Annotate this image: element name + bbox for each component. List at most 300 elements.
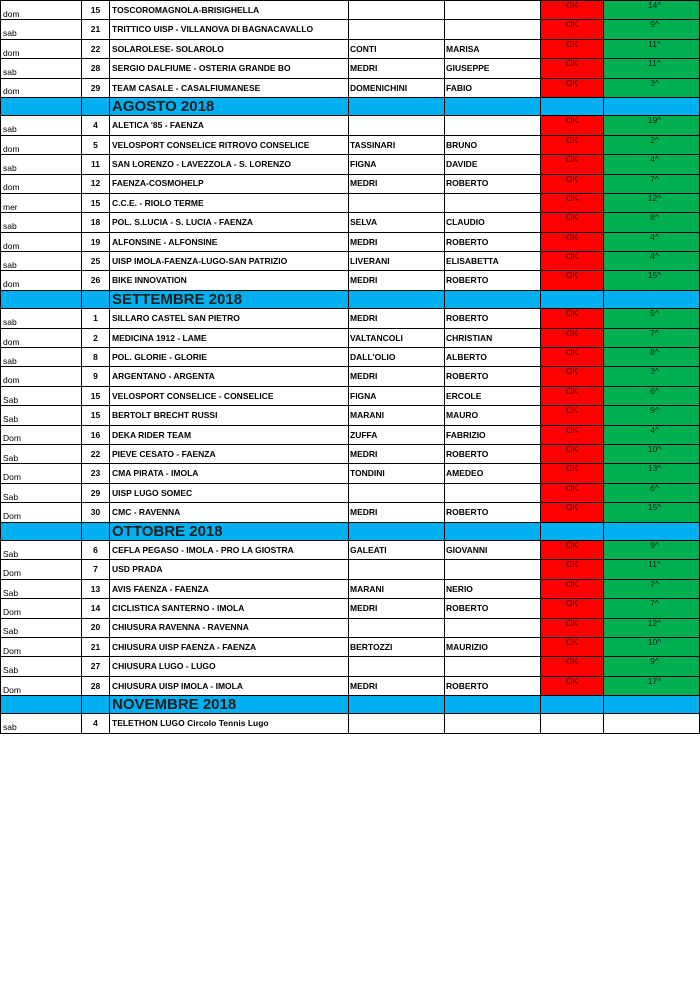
month-spacer-cell: [604, 97, 700, 115]
day-cell: sab: [1, 116, 82, 135]
name-cell: ROBERTO: [445, 599, 541, 618]
day-cell: mer: [1, 193, 82, 212]
surname-cell: [349, 116, 445, 135]
event-cell: UISP LUGO SOMEC: [110, 483, 349, 502]
status-cell: OK: [541, 213, 604, 232]
name-cell: MAURIZIO: [445, 637, 541, 656]
table-row: [1, 78, 700, 97]
status-cell: OK: [541, 309, 604, 328]
surname-cell: TASSINARI: [349, 135, 445, 154]
table-row: [1, 348, 700, 367]
surname-cell: MEDRI: [349, 599, 445, 618]
name-cell: [445, 116, 541, 135]
event-cell: ARGENTANO - ARGENTA: [110, 367, 349, 386]
table-row: [1, 618, 700, 637]
name-cell: MARISA: [445, 39, 541, 58]
surname-cell: TONDINI: [349, 464, 445, 483]
surname-cell: [349, 20, 445, 39]
date-cell: 18: [82, 213, 110, 232]
table-row: [1, 232, 700, 251]
table-row: [1, 1, 700, 20]
month-spacer-cell: [349, 522, 445, 540]
date-cell: 20: [82, 618, 110, 637]
event-cell: USD PRADA: [110, 560, 349, 579]
table-row: [1, 483, 700, 502]
day-cell: sab: [1, 252, 82, 271]
date-cell: 25: [82, 252, 110, 271]
status-cell: OK: [541, 540, 604, 559]
name-cell: NERIO: [445, 579, 541, 598]
status-cell: OK: [541, 676, 604, 695]
event-cell: CMA PIRATA - IMOLA: [110, 464, 349, 483]
event-cell: BIKE INNOVATION: [110, 271, 349, 290]
position-cell: 8^: [604, 213, 700, 232]
surname-cell: MEDRI: [349, 271, 445, 290]
status-cell: OK: [541, 618, 604, 637]
date-cell: 7: [82, 560, 110, 579]
month-spacer-cell: [604, 696, 700, 714]
event-cell: VELOSPORT CONSELICE - CONSELICE: [110, 386, 349, 405]
status-cell: OK: [541, 78, 604, 97]
date-cell: 13: [82, 579, 110, 598]
name-cell: [445, 1, 541, 20]
event-cell: CHIUSURA UISP IMOLA - IMOLA: [110, 676, 349, 695]
event-cell: BERTOLT BRECHT RUSSI: [110, 406, 349, 425]
date-cell: 4: [82, 714, 110, 733]
events-table-body: [1, 1, 700, 734]
status-cell: OK: [541, 386, 604, 405]
table-row: [1, 155, 700, 174]
table-row: [1, 252, 700, 271]
table-row: [1, 657, 700, 676]
name-cell: MAURO: [445, 406, 541, 425]
name-cell: AMEDEO: [445, 464, 541, 483]
position-cell: 6^: [604, 386, 700, 405]
date-cell: 26: [82, 271, 110, 290]
surname-cell: MEDRI: [349, 174, 445, 193]
name-cell: GIUSEPPE: [445, 59, 541, 78]
name-cell: BRUNO: [445, 135, 541, 154]
day-cell: sab: [1, 59, 82, 78]
table-row: [1, 213, 700, 232]
surname-cell: MEDRI: [349, 503, 445, 522]
date-cell: 29: [82, 78, 110, 97]
table-row: [1, 59, 700, 78]
name-cell: ROBERTO: [445, 271, 541, 290]
surname-cell: MEDRI: [349, 676, 445, 695]
event-cell: CMC - RAVENNA: [110, 503, 349, 522]
table-row: [1, 464, 700, 483]
name-cell: FABRIZIO: [445, 425, 541, 444]
table-row: [1, 560, 700, 579]
day-cell: Sab: [1, 657, 82, 676]
status-cell: OK: [541, 155, 604, 174]
position-cell: 7^: [604, 579, 700, 598]
month-spacer-cell: [445, 696, 541, 714]
position-cell: 3^: [604, 367, 700, 386]
event-cell: TEAM CASALE - CASALFIUMANESE: [110, 78, 349, 97]
date-cell: 8: [82, 348, 110, 367]
position-cell: 6^: [604, 483, 700, 502]
date-cell: 11: [82, 155, 110, 174]
position-cell: 10^: [604, 637, 700, 656]
position-cell: 7^: [604, 174, 700, 193]
month-spacer-cell: [541, 97, 604, 115]
event-cell: FAENZA-COSMOHELP: [110, 174, 349, 193]
day-cell: Dom: [1, 425, 82, 444]
status-cell: OK: [541, 444, 604, 463]
day-cell: Dom: [1, 637, 82, 656]
month-title: NOVEMBRE 2018: [110, 696, 349, 714]
day-cell: sab: [1, 213, 82, 232]
status-cell: OK: [541, 39, 604, 58]
event-cell: ALFONSINE - ALFONSINE: [110, 232, 349, 251]
name-cell: ROBERTO: [445, 232, 541, 251]
event-cell: SERGIO DALFIUME - OSTERIA GRANDE BO: [110, 59, 349, 78]
status-cell: OK: [541, 406, 604, 425]
month-spacer-cell: [82, 290, 110, 308]
table-row: [1, 676, 700, 695]
table-row: [1, 714, 700, 733]
surname-cell: BERTOZZI: [349, 637, 445, 656]
date-cell: 15: [82, 386, 110, 405]
month-spacer-cell: [349, 290, 445, 308]
name-cell: [445, 560, 541, 579]
name-cell: ELISABETTA: [445, 252, 541, 271]
day-cell: sab: [1, 714, 82, 733]
status-cell: OK: [541, 232, 604, 251]
surname-cell: [349, 560, 445, 579]
status-cell: OK: [541, 560, 604, 579]
position-cell: 4^: [604, 252, 700, 271]
name-cell: ROBERTO: [445, 676, 541, 695]
name-cell: [445, 657, 541, 676]
day-cell: dom: [1, 271, 82, 290]
surname-cell: [349, 193, 445, 212]
date-cell: 15: [82, 406, 110, 425]
table-row: [1, 174, 700, 193]
position-cell: 11^: [604, 560, 700, 579]
event-cell: CHIUSURA RAVENNA - RAVENNA: [110, 618, 349, 637]
status-cell: OK: [541, 637, 604, 656]
day-cell: Sab: [1, 618, 82, 637]
surname-cell: LIVERANI: [349, 252, 445, 271]
day-cell: Sab: [1, 579, 82, 598]
surname-cell: [349, 714, 445, 733]
day-cell: Sab: [1, 483, 82, 502]
table-row: [1, 367, 700, 386]
date-cell: 28: [82, 676, 110, 695]
month-spacer-cell: [82, 522, 110, 540]
date-cell: 5: [82, 135, 110, 154]
day-cell: dom: [1, 39, 82, 58]
date-cell: 28: [82, 59, 110, 78]
day-cell: dom: [1, 1, 82, 20]
position-cell: 3^: [604, 78, 700, 97]
status-cell: OK: [541, 464, 604, 483]
date-cell: 6: [82, 540, 110, 559]
name-cell: [445, 618, 541, 637]
month-spacer-cell: [604, 522, 700, 540]
status-cell: OK: [541, 20, 604, 39]
status-cell: OK: [541, 425, 604, 444]
date-cell: 21: [82, 20, 110, 39]
table-row: [1, 503, 700, 522]
position-cell: 4^: [604, 425, 700, 444]
month-spacer-cell: [445, 522, 541, 540]
name-cell: FABIO: [445, 78, 541, 97]
day-cell: sab: [1, 348, 82, 367]
date-cell: 14: [82, 599, 110, 618]
date-cell: 16: [82, 425, 110, 444]
date-cell: 27: [82, 657, 110, 676]
position-cell: 12^: [604, 193, 700, 212]
event-cell: TRITTICO UISP - VILLANOVA DI BAGNACAVALLO: [110, 20, 349, 39]
position-cell: 4^: [604, 232, 700, 251]
date-cell: 22: [82, 444, 110, 463]
event-cell: DEKA RIDER TEAM: [110, 425, 349, 444]
status-cell: OK: [541, 116, 604, 135]
position-cell: 12^: [604, 618, 700, 637]
status-cell: OK: [541, 59, 604, 78]
surname-cell: MARANI: [349, 579, 445, 598]
status-cell: OK: [541, 135, 604, 154]
date-cell: 29: [82, 483, 110, 502]
surname-cell: CONTI: [349, 39, 445, 58]
month-header-row: [1, 522, 700, 540]
date-cell: 21: [82, 637, 110, 656]
table-row: [1, 193, 700, 212]
day-cell: Sab: [1, 406, 82, 425]
position-cell: 10^: [604, 444, 700, 463]
day-cell: sab: [1, 309, 82, 328]
status-cell: OK: [541, 367, 604, 386]
table-row: [1, 39, 700, 58]
month-spacer-cell: [541, 522, 604, 540]
month-spacer-cell: [82, 97, 110, 115]
position-cell: [604, 714, 700, 733]
date-cell: 15: [82, 1, 110, 20]
date-cell: 2: [82, 328, 110, 347]
event-cell: VELOSPORT CONSELICE RITROVO CONSELICE: [110, 135, 349, 154]
surname-cell: MEDRI: [349, 309, 445, 328]
table-row: [1, 637, 700, 656]
event-cell: TOSCOROMAGNOLA-BRISIGHELLA: [110, 1, 349, 20]
position-cell: 7^: [604, 599, 700, 618]
date-cell: 15: [82, 193, 110, 212]
date-cell: 9: [82, 367, 110, 386]
date-cell: 23: [82, 464, 110, 483]
day-cell: dom: [1, 367, 82, 386]
event-cell: SOLAROLESE- SOLAROLO: [110, 39, 349, 58]
event-cell: UISP IMOLA-FAENZA-LUGO-SAN PATRIZIO: [110, 252, 349, 271]
day-cell: Dom: [1, 676, 82, 695]
position-cell: 9^: [604, 540, 700, 559]
status-cell: OK: [541, 657, 604, 676]
day-cell: sab: [1, 155, 82, 174]
name-cell: CHRISTIAN: [445, 328, 541, 347]
day-cell: Dom: [1, 464, 82, 483]
table-row: [1, 328, 700, 347]
month-spacer-cell: [349, 696, 445, 714]
surname-cell: ZUFFA: [349, 425, 445, 444]
table-row: [1, 135, 700, 154]
month-spacer-cell: [541, 290, 604, 308]
position-cell: 11^: [604, 59, 700, 78]
surname-cell: VALTANCOLI: [349, 328, 445, 347]
date-cell: 4: [82, 116, 110, 135]
surname-cell: MEDRI: [349, 59, 445, 78]
position-cell: 14^: [604, 1, 700, 20]
date-cell: 22: [82, 39, 110, 58]
month-spacer-cell: [82, 696, 110, 714]
surname-cell: [349, 483, 445, 502]
surname-cell: GALEATI: [349, 540, 445, 559]
position-cell: 13^: [604, 464, 700, 483]
day-cell: dom: [1, 232, 82, 251]
day-cell: Sab: [1, 540, 82, 559]
position-cell: 9^: [604, 20, 700, 39]
status-cell: OK: [541, 579, 604, 598]
day-cell: dom: [1, 78, 82, 97]
day-cell: Sab: [1, 444, 82, 463]
table-row: [1, 116, 700, 135]
surname-cell: SELVA: [349, 213, 445, 232]
event-cell: AVIS FAENZA - FAENZA: [110, 579, 349, 598]
date-cell: 19: [82, 232, 110, 251]
position-cell: 5^: [604, 309, 700, 328]
surname-cell: MEDRI: [349, 444, 445, 463]
surname-cell: [349, 1, 445, 20]
month-title: AGOSTO 2018: [110, 97, 349, 115]
position-cell: 9^: [604, 657, 700, 676]
name-cell: [445, 714, 541, 733]
table-row: [1, 425, 700, 444]
event-cell: SILLARO CASTEL SAN PIETRO: [110, 309, 349, 328]
name-cell: ROBERTO: [445, 309, 541, 328]
month-spacer-cell: [445, 97, 541, 115]
month-spacer-cell: [1, 97, 82, 115]
status-cell: OK: [541, 483, 604, 502]
surname-cell: [349, 657, 445, 676]
day-cell: Dom: [1, 503, 82, 522]
day-cell: Dom: [1, 560, 82, 579]
status-cell: OK: [541, 599, 604, 618]
event-cell: PIEVE CESATO - FAENZA: [110, 444, 349, 463]
day-cell: dom: [1, 328, 82, 347]
day-cell: sab: [1, 20, 82, 39]
month-spacer-cell: [1, 290, 82, 308]
event-cell: CEFLA PEGASO - IMOLA - PRO LA GIOSTRA: [110, 540, 349, 559]
name-cell: [445, 193, 541, 212]
table-row: [1, 309, 700, 328]
month-title: OTTOBRE 2018: [110, 522, 349, 540]
table-row: [1, 386, 700, 405]
name-cell: ROBERTO: [445, 444, 541, 463]
event-cell: MEDICINA 1912 - LAME: [110, 328, 349, 347]
position-cell: 4^: [604, 155, 700, 174]
event-cell: POL. S.LUCIA - S. LUCIA - FAENZA: [110, 213, 349, 232]
month-spacer-cell: [445, 290, 541, 308]
status-cell: OK: [541, 271, 604, 290]
month-spacer-cell: [1, 522, 82, 540]
event-cell: ALETICA '85 - FAENZA: [110, 116, 349, 135]
month-spacer-cell: [604, 290, 700, 308]
day-cell: dom: [1, 174, 82, 193]
status-cell: OK: [541, 348, 604, 367]
surname-cell: [349, 618, 445, 637]
name-cell: [445, 20, 541, 39]
name-cell: DAVIDE: [445, 155, 541, 174]
table-row: [1, 271, 700, 290]
event-cell: CHIUSURA LUGO - LUGO: [110, 657, 349, 676]
day-cell: Dom: [1, 599, 82, 618]
status-cell: OK: [541, 503, 604, 522]
name-cell: GIOVANNI: [445, 540, 541, 559]
surname-cell: MARANI: [349, 406, 445, 425]
month-title: SETTEMBRE 2018: [110, 290, 349, 308]
table-row: [1, 406, 700, 425]
name-cell: ROBERTO: [445, 174, 541, 193]
event-cell: SAN LORENZO - LAVEZZOLA - S. LORENZO: [110, 155, 349, 174]
status-cell: OK: [541, 174, 604, 193]
name-cell: ALBERTO: [445, 348, 541, 367]
status-cell: [541, 714, 604, 733]
event-cell: TELETHON LUGO Circolo Tennis Lugo: [110, 714, 349, 733]
event-cell: CHIUSURA UISP FAENZA - FAENZA: [110, 637, 349, 656]
event-cell: C.C.E. - RIOLO TERME: [110, 193, 349, 212]
date-cell: 30: [82, 503, 110, 522]
status-cell: OK: [541, 328, 604, 347]
event-cell: POL. GLORIE - GLORIE: [110, 348, 349, 367]
position-cell: 17^: [604, 676, 700, 695]
date-cell: 1: [82, 309, 110, 328]
name-cell: ROBERTO: [445, 367, 541, 386]
table-row: [1, 20, 700, 39]
month-spacer-cell: [349, 97, 445, 115]
status-cell: OK: [541, 252, 604, 271]
name-cell: ERCOLE: [445, 386, 541, 405]
table-row: [1, 599, 700, 618]
month-header-row: [1, 97, 700, 115]
day-cell: Sab: [1, 386, 82, 405]
surname-cell: MEDRI: [349, 367, 445, 386]
position-cell: 11^: [604, 39, 700, 58]
name-cell: CLAUDIO: [445, 213, 541, 232]
surname-cell: DALL'OLIO: [349, 348, 445, 367]
month-spacer-cell: [541, 696, 604, 714]
surname-cell: FIGNA: [349, 386, 445, 405]
surname-cell: FIGNA: [349, 155, 445, 174]
table-row: [1, 579, 700, 598]
position-cell: 15^: [604, 271, 700, 290]
position-cell: 7^: [604, 328, 700, 347]
surname-cell: DOMENICHINI: [349, 78, 445, 97]
name-cell: [445, 483, 541, 502]
month-header-row: [1, 290, 700, 308]
position-cell: 19^: [604, 116, 700, 135]
name-cell: ROBERTO: [445, 503, 541, 522]
table-row: [1, 444, 700, 463]
position-cell: 9^: [604, 406, 700, 425]
month-spacer-cell: [1, 696, 82, 714]
position-cell: 8^: [604, 348, 700, 367]
event-cell: CICLISTICA SANTERNO - IMOLA: [110, 599, 349, 618]
table-row: [1, 540, 700, 559]
position-cell: 2^: [604, 135, 700, 154]
status-cell: OK: [541, 193, 604, 212]
surname-cell: MEDRI: [349, 232, 445, 251]
